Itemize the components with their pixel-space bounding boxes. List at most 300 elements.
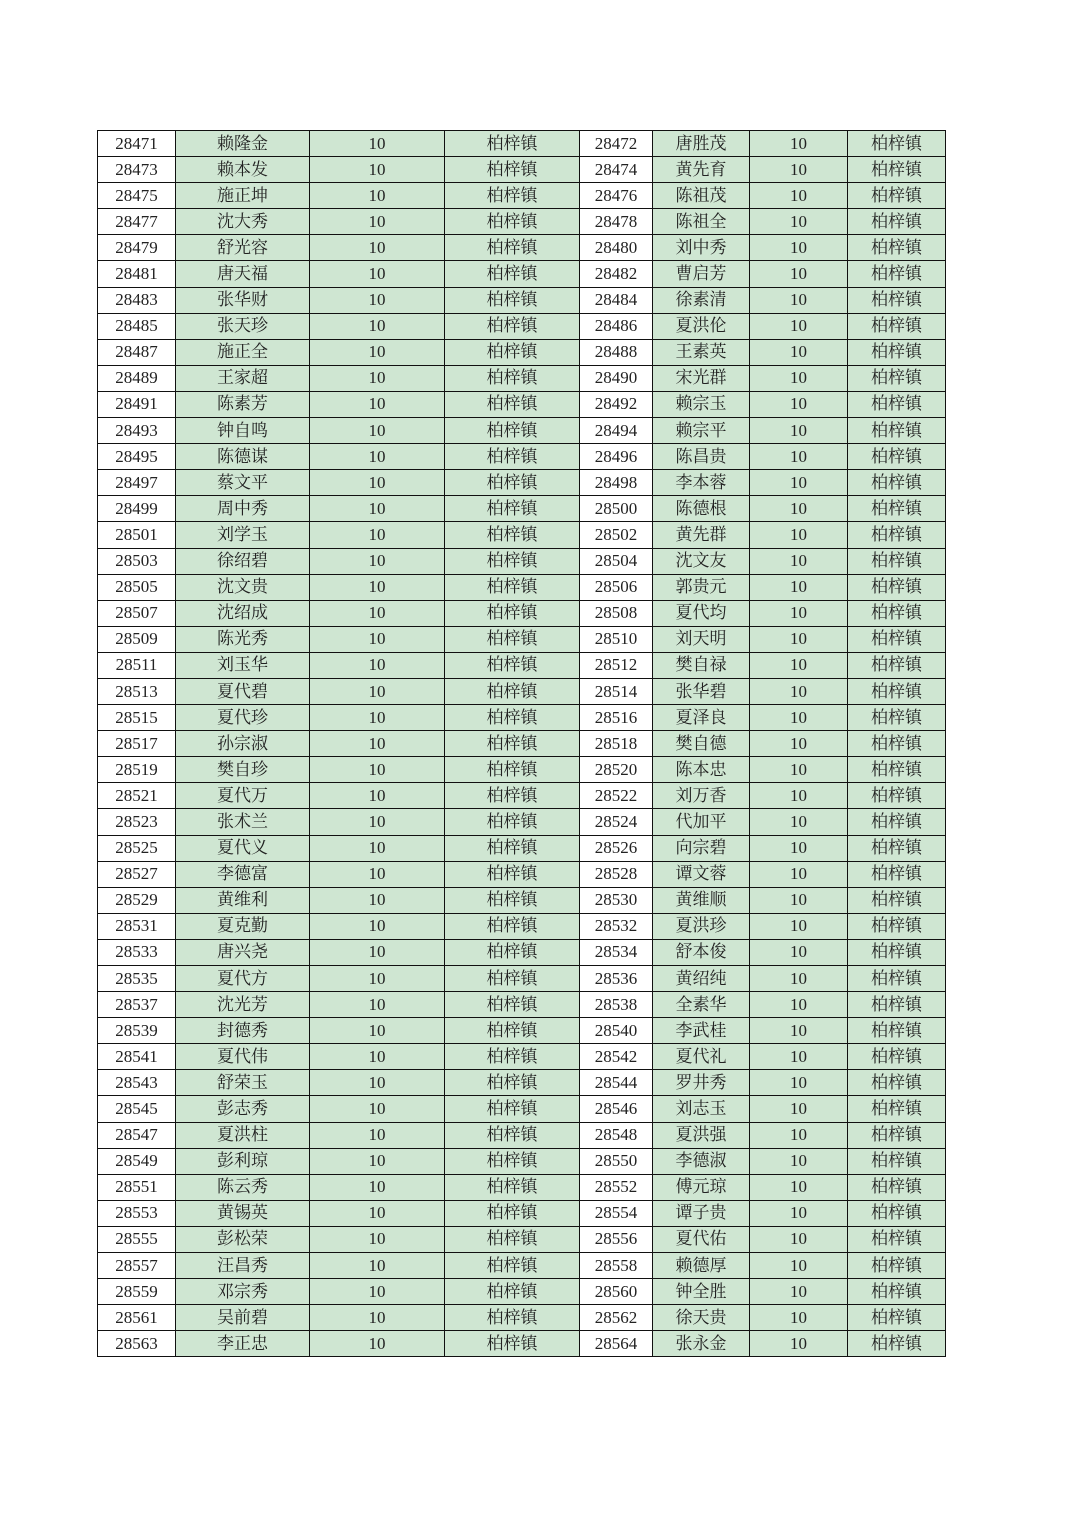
name-cell: 王素英 <box>653 339 750 365</box>
amount-cell: 10 <box>750 548 848 574</box>
id-cell: 28551 <box>98 1174 176 1200</box>
town-cell: 柏梓镇 <box>848 1018 946 1044</box>
id-cell: 28527 <box>98 861 176 887</box>
name-cell: 张永金 <box>653 1331 750 1357</box>
id-cell: 28504 <box>580 548 653 574</box>
amount-cell: 10 <box>750 1200 848 1226</box>
town-cell: 柏梓镇 <box>445 966 580 992</box>
table-row <box>98 705 946 731</box>
town-cell: 柏梓镇 <box>848 887 946 913</box>
town-cell: 柏梓镇 <box>445 809 580 835</box>
id-cell: 28512 <box>580 652 653 678</box>
town-cell: 柏梓镇 <box>848 1148 946 1174</box>
amount-cell: 10 <box>310 1200 445 1226</box>
town-cell: 柏梓镇 <box>848 1070 946 1096</box>
name-cell: 蔡文平 <box>176 470 310 496</box>
amount-cell: 10 <box>310 809 445 835</box>
amount-cell: 10 <box>310 705 445 731</box>
amount-cell: 10 <box>310 209 445 235</box>
town-cell: 柏梓镇 <box>445 1331 580 1357</box>
town-cell: 柏梓镇 <box>848 992 946 1018</box>
id-cell: 28528 <box>580 861 653 887</box>
name-cell: 向宗碧 <box>653 835 750 861</box>
id-cell: 28494 <box>580 418 653 444</box>
amount-cell: 10 <box>310 1018 445 1044</box>
amount-cell: 10 <box>750 496 848 522</box>
id-cell: 28559 <box>98 1279 176 1305</box>
amount-cell: 10 <box>310 835 445 861</box>
table-row <box>98 339 946 365</box>
name-cell: 徐天贵 <box>653 1305 750 1331</box>
amount-cell: 10 <box>310 1122 445 1148</box>
table-row <box>98 131 946 157</box>
id-cell: 28482 <box>580 261 653 287</box>
town-cell: 柏梓镇 <box>445 1279 580 1305</box>
table-row <box>98 1226 946 1252</box>
town-cell: 柏梓镇 <box>848 339 946 365</box>
town-cell: 柏梓镇 <box>445 887 580 913</box>
amount-cell: 10 <box>310 391 445 417</box>
amount-cell: 10 <box>750 1305 848 1331</box>
amount-cell: 10 <box>310 1226 445 1252</box>
amount-cell: 10 <box>750 626 848 652</box>
id-cell: 28556 <box>580 1226 653 1252</box>
amount-cell: 10 <box>310 861 445 887</box>
id-cell: 28491 <box>98 391 176 417</box>
name-cell: 黄先群 <box>653 522 750 548</box>
amount-cell: 10 <box>310 131 445 157</box>
name-cell: 刘学玉 <box>176 522 310 548</box>
table-row <box>98 548 946 574</box>
id-cell: 28513 <box>98 678 176 704</box>
id-cell: 28473 <box>98 157 176 183</box>
id-cell: 28550 <box>580 1148 653 1174</box>
town-cell: 柏梓镇 <box>848 652 946 678</box>
id-cell: 28515 <box>98 705 176 731</box>
amount-cell: 10 <box>750 1096 848 1122</box>
amount-cell: 10 <box>750 183 848 209</box>
id-cell: 28518 <box>580 731 653 757</box>
name-cell: 谭子贵 <box>653 1200 750 1226</box>
town-cell: 柏梓镇 <box>848 1200 946 1226</box>
town-cell: 柏梓镇 <box>848 313 946 339</box>
town-cell: 柏梓镇 <box>445 235 580 261</box>
town-cell: 柏梓镇 <box>445 365 580 391</box>
amount-cell: 10 <box>310 652 445 678</box>
amount-cell: 10 <box>310 339 445 365</box>
amount-cell: 10 <box>310 261 445 287</box>
id-cell: 28542 <box>580 1044 653 1070</box>
name-cell: 黄维顺 <box>653 887 750 913</box>
id-cell: 28487 <box>98 339 176 365</box>
name-cell: 傅元琼 <box>653 1174 750 1200</box>
name-cell: 罗井秀 <box>653 1070 750 1096</box>
id-cell: 28486 <box>580 313 653 339</box>
id-cell: 28548 <box>580 1122 653 1148</box>
name-cell: 曹启芳 <box>653 261 750 287</box>
amount-cell: 10 <box>310 157 445 183</box>
name-cell: 谭文蓉 <box>653 861 750 887</box>
name-cell: 彭志秀 <box>176 1096 310 1122</box>
table-row <box>98 678 946 704</box>
id-cell: 28471 <box>98 131 176 157</box>
table-row <box>98 391 946 417</box>
town-cell: 柏梓镇 <box>848 1279 946 1305</box>
town-cell: 柏梓镇 <box>445 757 580 783</box>
town-cell: 柏梓镇 <box>848 1044 946 1070</box>
town-cell: 柏梓镇 <box>445 1070 580 1096</box>
name-cell: 夏代万 <box>176 783 310 809</box>
table-row <box>98 783 946 809</box>
amount-cell: 10 <box>750 1018 848 1044</box>
town-cell: 柏梓镇 <box>848 939 946 965</box>
town-cell: 柏梓镇 <box>445 992 580 1018</box>
id-cell: 28476 <box>580 183 653 209</box>
name-cell: 彭利琼 <box>176 1148 310 1174</box>
name-cell: 唐胜茂 <box>653 131 750 157</box>
name-cell: 陈素芳 <box>176 391 310 417</box>
amount-cell: 10 <box>310 1044 445 1070</box>
table-row <box>98 626 946 652</box>
id-cell: 28495 <box>98 444 176 470</box>
table-row <box>98 1200 946 1226</box>
id-cell: 28552 <box>580 1174 653 1200</box>
table-row <box>98 913 946 939</box>
table-row <box>98 574 946 600</box>
name-cell: 彭松荣 <box>176 1226 310 1252</box>
name-cell: 徐绍碧 <box>176 548 310 574</box>
amount-cell: 10 <box>750 939 848 965</box>
id-cell: 28525 <box>98 835 176 861</box>
id-cell: 28539 <box>98 1018 176 1044</box>
name-cell: 唐天福 <box>176 261 310 287</box>
town-cell: 柏梓镇 <box>445 287 580 313</box>
amount-cell: 10 <box>750 131 848 157</box>
name-cell: 全素华 <box>653 992 750 1018</box>
table-row <box>98 1018 946 1044</box>
town-cell: 柏梓镇 <box>848 966 946 992</box>
table-row <box>98 209 946 235</box>
table-row <box>98 731 946 757</box>
name-cell: 汪昌秀 <box>176 1253 310 1279</box>
amount-cell: 10 <box>750 339 848 365</box>
name-cell: 刘万香 <box>653 783 750 809</box>
town-cell: 柏梓镇 <box>848 391 946 417</box>
table-row <box>98 313 946 339</box>
amount-cell: 10 <box>750 1070 848 1096</box>
amount-cell: 10 <box>310 470 445 496</box>
town-cell: 柏梓镇 <box>445 1044 580 1070</box>
town-cell: 柏梓镇 <box>848 235 946 261</box>
amount-cell: 10 <box>750 287 848 313</box>
name-cell: 陈祖全 <box>653 209 750 235</box>
town-cell: 柏梓镇 <box>848 287 946 313</box>
town-cell: 柏梓镇 <box>445 600 580 626</box>
town-cell: 柏梓镇 <box>445 1226 580 1252</box>
id-cell: 28509 <box>98 626 176 652</box>
amount-cell: 10 <box>750 313 848 339</box>
name-cell: 施正坤 <box>176 183 310 209</box>
table-row <box>98 183 946 209</box>
id-cell: 28554 <box>580 1200 653 1226</box>
id-cell: 28563 <box>98 1331 176 1357</box>
name-cell: 宋光群 <box>653 365 750 391</box>
amount-cell: 10 <box>750 444 848 470</box>
name-cell: 赖隆金 <box>176 131 310 157</box>
id-cell: 28505 <box>98 574 176 600</box>
name-cell: 赖德厚 <box>653 1253 750 1279</box>
id-cell: 28561 <box>98 1305 176 1331</box>
id-cell: 28555 <box>98 1226 176 1252</box>
town-cell: 柏梓镇 <box>445 391 580 417</box>
id-cell: 28521 <box>98 783 176 809</box>
id-cell: 28478 <box>580 209 653 235</box>
amount-cell: 10 <box>310 783 445 809</box>
amount-cell: 10 <box>310 626 445 652</box>
town-cell: 柏梓镇 <box>848 1122 946 1148</box>
town-cell: 柏梓镇 <box>445 1096 580 1122</box>
name-cell: 周中秀 <box>176 496 310 522</box>
table-row <box>98 1305 946 1331</box>
town-cell: 柏梓镇 <box>848 1174 946 1200</box>
name-cell: 樊自珍 <box>176 757 310 783</box>
table-row <box>98 444 946 470</box>
amount-cell: 10 <box>310 757 445 783</box>
amount-cell: 10 <box>750 1331 848 1357</box>
town-cell: 柏梓镇 <box>445 861 580 887</box>
id-cell: 28535 <box>98 966 176 992</box>
amount-cell: 10 <box>750 705 848 731</box>
town-cell: 柏梓镇 <box>848 1331 946 1357</box>
name-cell: 张华碧 <box>653 678 750 704</box>
name-cell: 孙宗淑 <box>176 731 310 757</box>
name-cell: 李武桂 <box>653 1018 750 1044</box>
table-row <box>98 1253 946 1279</box>
name-cell: 黄维利 <box>176 887 310 913</box>
amount-cell: 10 <box>750 731 848 757</box>
amount-cell: 10 <box>750 757 848 783</box>
town-cell: 柏梓镇 <box>445 626 580 652</box>
table-row <box>98 887 946 913</box>
name-cell: 张术兰 <box>176 809 310 835</box>
name-cell: 陈祖茂 <box>653 183 750 209</box>
table-row <box>98 1122 946 1148</box>
amount-cell: 10 <box>310 1148 445 1174</box>
town-cell: 柏梓镇 <box>848 444 946 470</box>
table-row <box>98 1044 946 1070</box>
amount-cell: 10 <box>750 574 848 600</box>
table-row <box>98 235 946 261</box>
name-cell: 夏代珍 <box>176 705 310 731</box>
amount-cell: 10 <box>310 1096 445 1122</box>
table-row <box>98 757 946 783</box>
id-cell: 28537 <box>98 992 176 1018</box>
name-cell: 张华财 <box>176 287 310 313</box>
name-cell: 陈本忠 <box>653 757 750 783</box>
town-cell: 柏梓镇 <box>848 757 946 783</box>
town-cell: 柏梓镇 <box>848 600 946 626</box>
amount-cell: 10 <box>750 783 848 809</box>
name-cell: 黄先育 <box>653 157 750 183</box>
amount-cell: 10 <box>750 470 848 496</box>
name-cell: 王家超 <box>176 365 310 391</box>
amount-cell: 10 <box>750 365 848 391</box>
town-cell: 柏梓镇 <box>848 1253 946 1279</box>
name-cell: 夏代方 <box>176 966 310 992</box>
id-cell: 28479 <box>98 235 176 261</box>
amount-cell: 10 <box>310 1253 445 1279</box>
id-cell: 28511 <box>98 652 176 678</box>
town-cell: 柏梓镇 <box>848 705 946 731</box>
id-cell: 28506 <box>580 574 653 600</box>
id-cell: 28517 <box>98 731 176 757</box>
name-cell: 夏洪柱 <box>176 1122 310 1148</box>
town-cell: 柏梓镇 <box>445 209 580 235</box>
id-cell: 28481 <box>98 261 176 287</box>
name-cell: 刘天明 <box>653 626 750 652</box>
amount-cell: 10 <box>310 1174 445 1200</box>
id-cell: 28533 <box>98 939 176 965</box>
town-cell: 柏梓镇 <box>848 626 946 652</box>
name-cell: 黄锡英 <box>176 1200 310 1226</box>
town-cell: 柏梓镇 <box>445 313 580 339</box>
name-cell: 钟自鸣 <box>176 418 310 444</box>
amount-cell: 10 <box>310 548 445 574</box>
id-cell: 28546 <box>580 1096 653 1122</box>
id-cell: 28564 <box>580 1331 653 1357</box>
amount-cell: 10 <box>750 887 848 913</box>
town-cell: 柏梓镇 <box>848 835 946 861</box>
amount-cell: 10 <box>310 939 445 965</box>
amount-cell: 10 <box>310 522 445 548</box>
id-cell: 28543 <box>98 1070 176 1096</box>
table-row <box>98 287 946 313</box>
town-cell: 柏梓镇 <box>445 548 580 574</box>
amount-cell: 10 <box>750 235 848 261</box>
amount-cell: 10 <box>750 1279 848 1305</box>
id-cell: 28490 <box>580 365 653 391</box>
name-cell: 徐素清 <box>653 287 750 313</box>
id-cell: 28475 <box>98 183 176 209</box>
table-row <box>98 470 946 496</box>
town-cell: 柏梓镇 <box>848 522 946 548</box>
town-cell: 柏梓镇 <box>445 705 580 731</box>
name-cell: 钟全胜 <box>653 1279 750 1305</box>
id-cell: 28553 <box>98 1200 176 1226</box>
amount-cell: 10 <box>310 731 445 757</box>
amount-cell: 10 <box>750 418 848 444</box>
name-cell: 刘中秀 <box>653 235 750 261</box>
id-cell: 28562 <box>580 1305 653 1331</box>
amount-cell: 10 <box>750 861 848 887</box>
town-cell: 柏梓镇 <box>848 183 946 209</box>
amount-cell: 10 <box>310 992 445 1018</box>
name-cell: 黄绍纯 <box>653 966 750 992</box>
name-cell: 夏代礼 <box>653 1044 750 1070</box>
amount-cell: 10 <box>750 1122 848 1148</box>
table-row <box>98 939 946 965</box>
amount-cell: 10 <box>750 1044 848 1070</box>
table-row <box>98 157 946 183</box>
town-cell: 柏梓镇 <box>445 183 580 209</box>
table-row <box>98 1096 946 1122</box>
amount-cell: 10 <box>750 209 848 235</box>
id-cell: 28541 <box>98 1044 176 1070</box>
name-cell: 施正全 <box>176 339 310 365</box>
id-cell: 28485 <box>98 313 176 339</box>
name-cell: 夏代均 <box>653 600 750 626</box>
id-cell: 28480 <box>580 235 653 261</box>
town-cell: 柏梓镇 <box>848 131 946 157</box>
table-row <box>98 261 946 287</box>
amount-cell: 10 <box>750 652 848 678</box>
name-cell: 李本蓉 <box>653 470 750 496</box>
town-cell: 柏梓镇 <box>848 548 946 574</box>
amount-cell: 10 <box>750 966 848 992</box>
id-cell: 28474 <box>580 157 653 183</box>
name-cell: 沈大秀 <box>176 209 310 235</box>
town-cell: 柏梓镇 <box>848 574 946 600</box>
town-cell: 柏梓镇 <box>848 157 946 183</box>
table-row <box>98 992 946 1018</box>
id-cell: 28524 <box>580 809 653 835</box>
town-cell: 柏梓镇 <box>848 418 946 444</box>
name-cell: 李正忠 <box>176 1331 310 1357</box>
id-cell: 28531 <box>98 913 176 939</box>
town-cell: 柏梓镇 <box>445 1305 580 1331</box>
name-cell: 夏代义 <box>176 835 310 861</box>
amount-cell: 10 <box>750 157 848 183</box>
id-cell: 28560 <box>580 1279 653 1305</box>
town-cell: 柏梓镇 <box>848 861 946 887</box>
town-cell: 柏梓镇 <box>445 835 580 861</box>
name-cell: 夏代佑 <box>653 1226 750 1252</box>
table-row <box>98 966 946 992</box>
town-cell: 柏梓镇 <box>848 809 946 835</box>
amount-cell: 10 <box>310 183 445 209</box>
id-cell: 28547 <box>98 1122 176 1148</box>
amount-cell: 10 <box>310 887 445 913</box>
town-cell: 柏梓镇 <box>445 418 580 444</box>
amount-cell: 10 <box>310 418 445 444</box>
id-cell: 28519 <box>98 757 176 783</box>
id-cell: 28502 <box>580 522 653 548</box>
name-cell: 舒本俊 <box>653 939 750 965</box>
town-cell: 柏梓镇 <box>445 652 580 678</box>
name-cell: 陈云秀 <box>176 1174 310 1200</box>
table-row <box>98 600 946 626</box>
table-row <box>98 1070 946 1096</box>
amount-cell: 10 <box>750 1174 848 1200</box>
id-cell: 28503 <box>98 548 176 574</box>
name-cell: 赖宗玉 <box>653 391 750 417</box>
town-cell: 柏梓镇 <box>445 913 580 939</box>
amount-cell: 10 <box>310 444 445 470</box>
amount-cell: 10 <box>310 313 445 339</box>
town-cell: 柏梓镇 <box>848 1305 946 1331</box>
name-cell: 郭贵元 <box>653 574 750 600</box>
amount-cell: 10 <box>310 678 445 704</box>
id-cell: 28488 <box>580 339 653 365</box>
amount-cell: 10 <box>750 835 848 861</box>
amount-cell: 10 <box>310 365 445 391</box>
id-cell: 28529 <box>98 887 176 913</box>
town-cell: 柏梓镇 <box>848 678 946 704</box>
id-cell: 28500 <box>580 496 653 522</box>
table-row <box>98 809 946 835</box>
name-cell: 陈德谋 <box>176 444 310 470</box>
name-cell: 夏洪伦 <box>653 313 750 339</box>
